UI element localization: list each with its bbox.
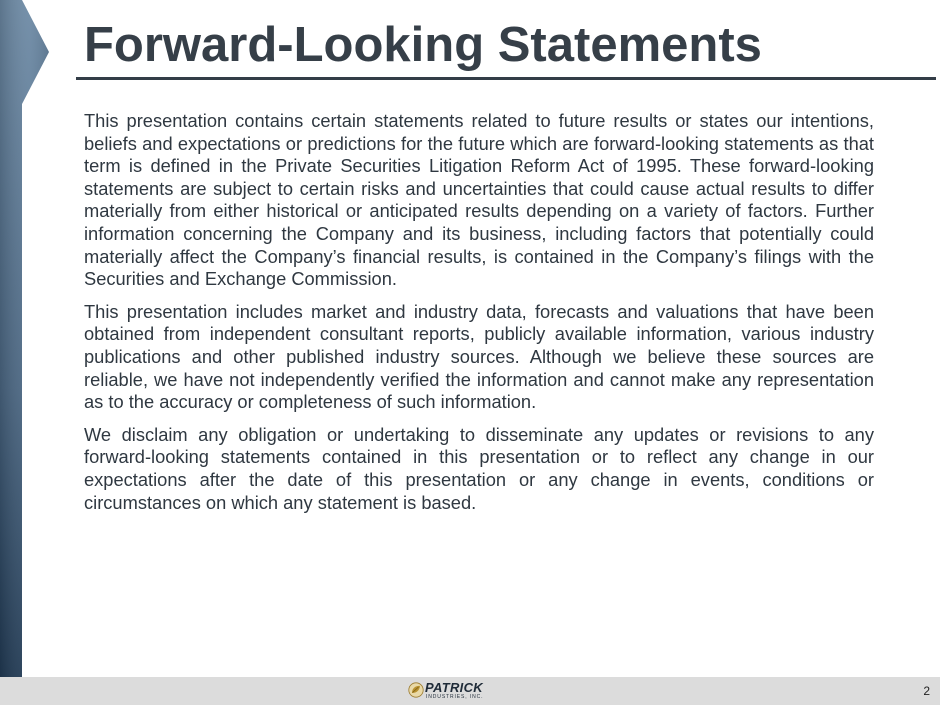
disclaimer-paragraph-market-data: This presentation includes market and industry data, forecasts and valuations that have been obtained from independent consultant reports, publicly available information, various industry publications and other published industry sources. Although we believe these sources are reliable, we have not independently verified the information and cannot make any representation as to the accuracy or completeness of such information.	[84, 300, 874, 413]
leaf-logo-icon	[408, 682, 424, 698]
logo-subtitle: INDUSTRIES, INC.	[426, 694, 484, 700]
side-accent-band	[0, 0, 52, 705]
page-number: 2	[923, 684, 930, 698]
disclaimer-paragraph-no-obligation: We disclaim any obligation or undertaking to disseminate any updates or revisions to any forward-looking statements contained in this presentation or to reflect any change in our expectations after the date of this presentation or any change in events, conditions or circumstances on which any statement is based.	[84, 423, 874, 513]
footer-bar	[0, 677, 940, 705]
logo-wordmark: PATRICK	[425, 680, 483, 695]
disclaimer-paragraph-forward-looking: This presentation contains certain statements related to future results or states our intentions, beliefs and expectations or predictions for the future which are forward-looking statements as that term is defined in the Private Securities Litigation Reform Act of 1995. These forward-looking statements are subject to certain risks and uncertainties that could cause actual results to differ materially from either historical or anticipated results depending on a variety of factors. Further information concerning the Company and its business, including factors that potentially could materially affect the Company’s financial results, is contained in the Company’s filings with the Securities and Exchange Commission.	[84, 110, 874, 290]
title-divider	[76, 77, 936, 80]
slide-title: Forward-Looking Statements	[84, 18, 762, 72]
company-logo	[408, 681, 508, 701]
disclaimer-body	[84, 110, 874, 524]
